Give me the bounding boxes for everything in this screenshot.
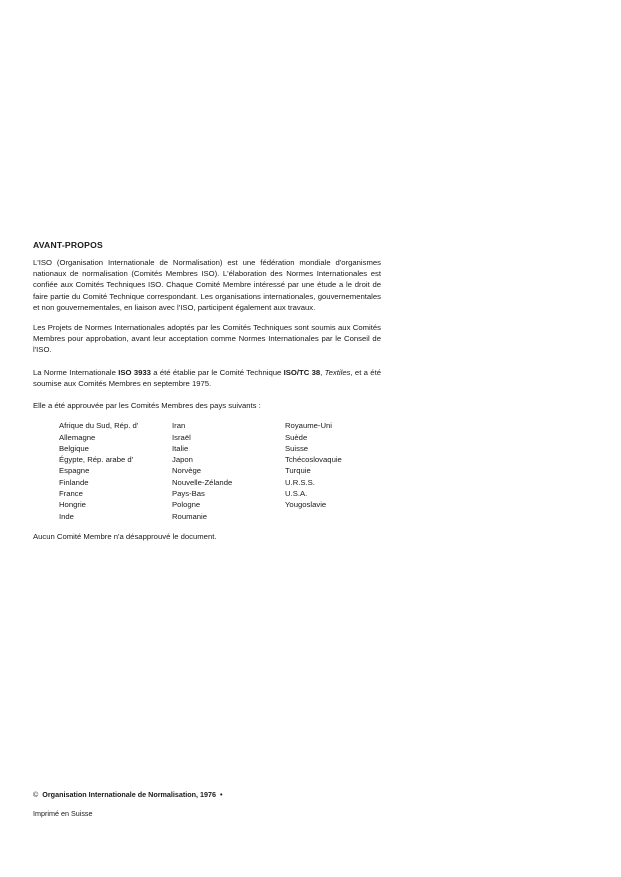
country-item: Allemagne <box>59 432 96 442</box>
country-item: Afrique du Sud, Rép. d' <box>59 421 139 431</box>
committee-title: Textiles <box>324 367 351 377</box>
country-item: Suède <box>285 432 308 442</box>
country-item: Pays-Bas <box>172 489 205 499</box>
country-item: Belgique <box>59 443 89 453</box>
country-column-1 <box>59 420 172 522</box>
copyright-text: Organisation Internationale de Normalisation, 1976 <box>42 790 217 799</box>
country-item: Japon <box>172 455 193 465</box>
country-item: Égypte, Rép. arabe d' <box>59 455 134 465</box>
country-item: Yougoslavie <box>285 500 327 510</box>
standard-number: ISO 3933 <box>118 367 151 377</box>
country-item: Roumanie <box>172 511 208 521</box>
standard-text-2: a été établie par le Comité Technique <box>150 367 284 377</box>
country-list <box>59 420 381 522</box>
country-item: Italie <box>172 443 189 453</box>
country-item: U.R.S.S. <box>285 477 315 487</box>
printed-in: Imprimé en Suisse <box>33 809 93 818</box>
committee-id: ISO/TC 38 <box>283 367 321 377</box>
country-item: Pologne <box>172 500 201 510</box>
country-item: Espagne <box>59 466 90 476</box>
country-item: Turquie <box>285 466 311 476</box>
copyright-icon: © <box>33 790 39 799</box>
standard-text-1: La Norme Internationale <box>33 367 119 377</box>
foreword-paragraph-iso: L'ISO (Organisation Internationale de Normalisation) est une fédération mondiale d'organismes nationaux de normalisation (Comités Membres ISO). L'élaboration des Normes Internationales est confiée aux Comités Techniques ISO. Chaque Comité Membre intéressé par une étude a le droit de faire partie du Comité Technique correspondant. Les organisations internationales, gouvernementales et non gouvernementales, en liaison avec l'ISO, participent également aux travaux. <box>33 258 381 312</box>
country-column-2 <box>172 420 285 522</box>
standard-text-4: , et a été soumise aux Comités Membres en septembre 1975. <box>33 367 381 388</box>
standard-text-3: , <box>320 367 325 377</box>
country-item: Tchécoslovaquie <box>285 455 342 465</box>
country-item: Finlande <box>59 477 89 487</box>
approval-intro: Elle a été approuvée par les Comités Membres des pays suivants : <box>33 401 261 411</box>
country-item: Royaume-Uni <box>285 421 332 431</box>
bullet-icon: • <box>220 790 223 799</box>
country-item: U.S.A. <box>285 489 308 499</box>
country-item: Israël <box>172 432 191 442</box>
country-column-3 <box>285 420 395 522</box>
country-item: Iran <box>172 421 186 431</box>
foreword-paragraph-standard <box>33 367 381 389</box>
foreword-heading: AVANT-PROPOS <box>33 240 103 250</box>
country-item: Nouvelle-Zélande <box>172 477 233 487</box>
copyright-line <box>33 790 223 799</box>
foreword-section <box>33 240 381 542</box>
country-item: Hongrie <box>59 500 86 510</box>
disapproval-note: Aucun Comité Membre n'a désapprouvé le document. <box>33 531 217 541</box>
foreword-paragraph-drafts: Les Projets de Normes Internationales adoptés par les Comités Techniques sont soumis aux Comités Membres pour approbation, avant leur acceptation comme Normes Internationales par le Conseil de l'ISO. <box>33 323 381 355</box>
country-item: Inde <box>59 511 74 521</box>
country-item: Suisse <box>285 443 309 453</box>
country-item: France <box>59 489 83 499</box>
country-item: Norvège <box>172 466 202 476</box>
